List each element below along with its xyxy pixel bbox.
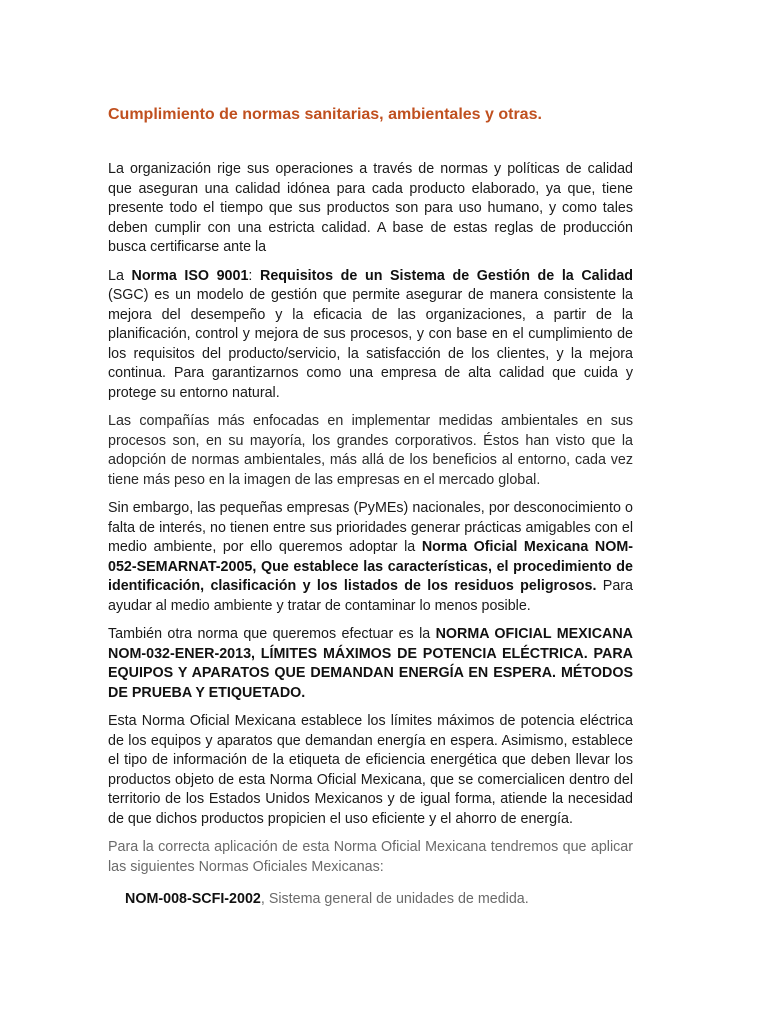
- document-page: [108, 104, 633, 910]
- paragraph-text: Para ayudar al medio ambiente y tratar de contaminar lo menos posible.: [108, 578, 633, 614]
- paragraph-text: Sin embargo, las pequeñas empresas (PyMEs) nacionales, por desconocimiento o falta de interés, no tienen entre sus prioridades generar prácticas amigables con el medio ambiente, por ello queremos adoptar la: [108, 500, 633, 555]
- iso-norm-title: Requisitos de un Sistema de Gestión de la Calidad: [260, 267, 633, 284]
- list-item-code: NOM-008-SCFI-2002: [125, 891, 261, 907]
- paragraph-application: Para la correcta aplicación de esta Norma Oficial Mexicana tendremos que aplicar las siguientes Normas Oficiales Mexicanas:: [108, 839, 633, 875]
- section-heading: Cumplimiento de normas sanitarias, ambientales y otras.: [108, 106, 542, 123]
- paragraph-intro: La organización rige sus operaciones a través de normas y políticas de calidad que aseguran una calidad idónea para cada producto elaborado, ya que, tiene presente todo el tiempo que sus productos son para uso humano, y como tales deben cumplir con una estricta calidad. A base de estas reglas de producción busca certificarse ante la: [108, 161, 633, 255]
- paragraph-text: :: [248, 267, 260, 284]
- list-item: [108, 890, 633, 910]
- paragraph-text: (SGC) es un modelo de gestión que permite asegurar de manera consistente la mejora del desempeño y la eficacia de las organizaciones, a partir de la planificación, control y mejora de sus procesos, y con base en el cumplimiento de los requisitos del producto/servicio, la satisfacción de los clientes, y la mejora continua. Para garantizarnos como una empresa de alta calidad que cuida y protege su entorno natural.: [108, 287, 633, 401]
- paragraph-ener-norm: [108, 625, 633, 703]
- paragraph-pymes: [108, 499, 633, 616]
- semarnat-norm: Norma Oficial Mexicana NOM-052-SEMARNAT-2005, Que establece las características, el procedimiento de identificación, clasificación y los listados de los residuos peligrosos.: [108, 539, 633, 594]
- paragraph-norm-description: Esta Norma Oficial Mexicana establece los límites máximos de potencia eléctrica de los equipos y aparatos que demandan energía en espera. Asimismo, establece el tipo de información de la etiqueta de eficiencia energética que deben llevar los productos objeto de esta Norma Oficial Mexicana, que se comercialicen dentro del territorio de los Estados Unidos Mexicanos y de igual forma, atiende la necesidad de que dichos productos propicien el uso eficiente y el ahorro de energía.: [108, 713, 633, 827]
- list-item-text: , Sistema general de unidades de medida.: [260, 891, 529, 907]
- paragraph-companies: Las compañías más enfocadas en implementar medidas ambientales en sus procesos son, en su mayoría, los grandes corporativos. Éstos han visto que la adopción de normas ambientales, más allá de los beneficios al entorno, cada vez tiene más peso en la imagen de las empresas en el mercado global.: [108, 413, 633, 488]
- paragraph-text: La: [108, 267, 132, 284]
- paragraph-iso9001: [108, 267, 633, 404]
- iso-norm-name: Norma ISO 9001: [131, 267, 249, 284]
- paragraph-text: También otra norma que queremos efectuar es la: [108, 626, 436, 642]
- ener-norm: NORMA OFICIAL MEXICANA NOM-032-ENER-2013, LÍMITES MÁXIMOS DE POTENCIA ELÉCTRICA. PARA EQUIPOS Y APARATOS QUE DEMANDAN ENERGÍA EN ESPERA. MÉTODOS DE PRUEBA Y ETIQUETADO.: [108, 626, 633, 701]
